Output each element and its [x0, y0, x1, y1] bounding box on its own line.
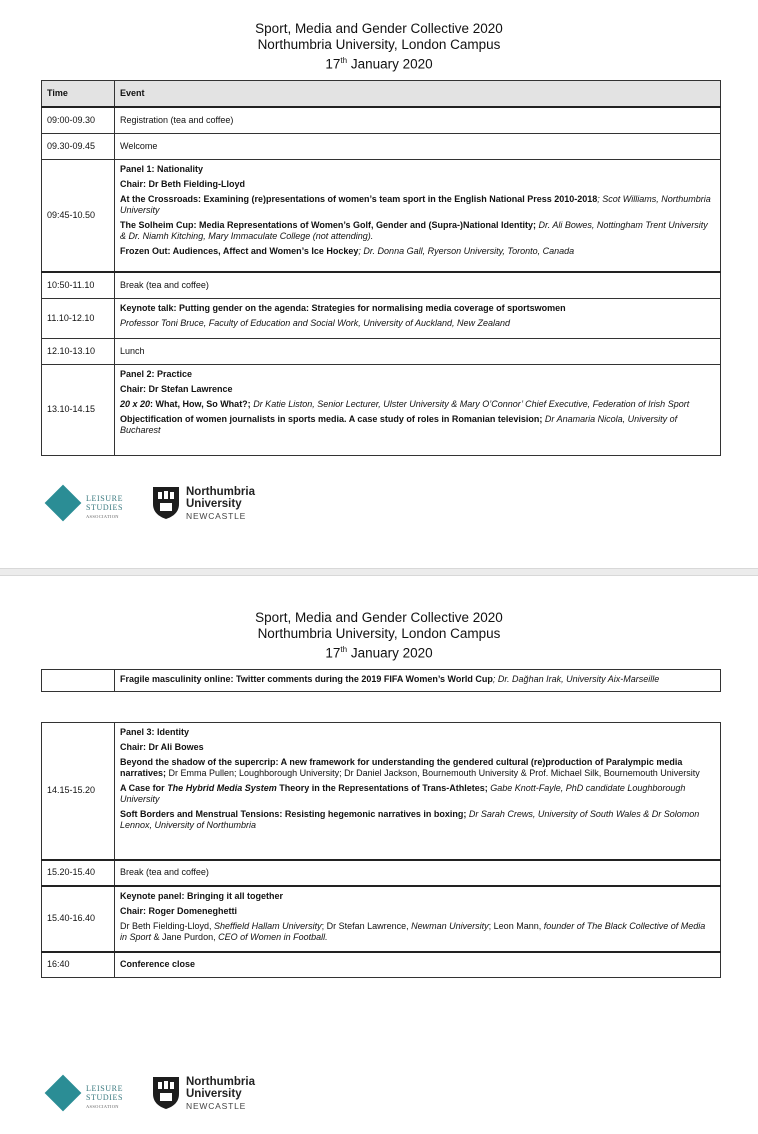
table-row — [42, 133, 721, 159]
row-event: Conference close — [115, 952, 721, 978]
row-event — [115, 364, 721, 455]
row-event: Registration (tea and coffee) — [115, 107, 721, 133]
page-header — [0, 0, 758, 73]
row-time: 13.10-14.15 — [42, 364, 115, 455]
talk-entry: 20 x 20: What, How, So What?; Dr Katie Liston, Senior Lecturer, Ulster University & Mary O’Connor’ Chief Executive, Federation of Irish Sport — [120, 398, 690, 409]
table-row — [42, 298, 721, 338]
table-row — [42, 338, 721, 364]
row-time: 09:00-09.30 — [42, 107, 115, 133]
talk-entry: Objectification of women journalists in sports media. A case study of roles in Romanian television; Dr Anamaria Nicola, University of Bucharest — [120, 413, 678, 435]
row-time: 12.10-13.10 — [42, 338, 115, 364]
talk-entry: At the Crossroads: Examining (re)presentations of women’s team sport in the English National Press 2010-2018; Scot Williams, Northumbria University — [120, 193, 711, 215]
row-event — [115, 670, 721, 692]
talk-entry: A Case for The Hybrid Media System Theory in the Representations of Trans-Athletes; Gabe Knott-Fayle, PhD candidate Loughborough University — [120, 783, 686, 804]
keynote-title: Keynote talk: Putting gender on the agenda: Strategies for normalising media coverage of sportswomen — [120, 302, 566, 313]
table-row — [42, 107, 721, 133]
table-row — [42, 886, 721, 952]
conference-title: Sport, Media and Gender Collective 2020 — [255, 21, 503, 36]
keynote-title: Keynote panel: Bringing it all together — [120, 890, 284, 901]
panel-chair: Chair: Roger Domeneghetti — [120, 905, 238, 916]
row-event — [115, 298, 721, 338]
conference-venue: Northumbria University, London Campus — [257, 37, 501, 52]
table-row — [42, 860, 721, 886]
row-time: 09:45-10.50 — [42, 159, 115, 272]
row-time: 14.15-15.20 — [42, 723, 115, 860]
schedule-table-continued — [41, 669, 721, 692]
footer-logos — [46, 1074, 306, 1122]
row-event: Lunch — [115, 338, 721, 364]
row-event — [115, 723, 721, 860]
row-event: Break (tea and coffee) — [115, 860, 721, 886]
keynote-speaker: Professor Toni Bruce, Faculty of Education and Social Work, University of Auckland, New Zealand — [120, 317, 511, 328]
row-time: 11.10-12.10 — [42, 298, 115, 338]
row-time: 16:40 — [42, 952, 115, 978]
panel-chair: Chair: Dr Beth Fielding-Lloyd — [120, 178, 245, 189]
panel-chair: Chair: Dr Stefan Lawrence — [120, 383, 233, 394]
conference-date: 17th January 2020 — [325, 645, 433, 661]
table-row — [42, 723, 721, 860]
panelists: Dr Beth Fielding-Lloyd, Sheffield Hallam University; Dr Stefan Lawrence, Newman University; Leon Mann, founder of The Black Collective of Media in Sport & Jane Purdon, CEO of Women in Football. — [120, 920, 706, 942]
row-time — [42, 670, 115, 692]
row-time: 10:50-11.10 — [42, 272, 115, 298]
row-event: Welcome — [115, 133, 721, 159]
university-crest-icon — [152, 486, 180, 520]
row-event: Break (tea and coffee) — [115, 272, 721, 298]
university-crest-icon — [152, 1076, 180, 1110]
row-time: 15.40-16.40 — [42, 886, 115, 952]
northumbria-university-logo: Northumbria University NEWCASTLE — [152, 1074, 292, 1118]
document-page-2 — [0, 576, 758, 1134]
talk-entry: Frozen Out: Audiences, Affect and Women’s Ice Hockey; Dr. Donna Gall, Ryerson University, Toronto, Canada — [120, 245, 575, 256]
talk-entry: The Solheim Cup: Media Representations of Women’s Golf, Gender and (Supra-)National Identity; Dr. Ali Bowes, Nottingham Trent University & Dr. Niamh Kitching, Mary Immaculate College (not attending). — [120, 219, 708, 241]
panel-title: Panel 2: Practice — [120, 368, 193, 379]
column-header-event: Event — [115, 81, 721, 108]
talk-entry: Beyond the shadow of the supercrip: A new framework for understanding the gendered cultural (re)production of Paralympic media narratives; Dr Emma Pullen; Loughborough University; Dr Daniel Jackson, Bournemouth University & Prof. Michael Silk, Bournemouth University — [120, 757, 700, 778]
row-time: 09.30-09.45 — [42, 133, 115, 159]
panel-title: Panel 3: Identity — [120, 727, 190, 737]
table-row — [42, 670, 721, 692]
table-row — [42, 159, 721, 272]
conference-venue: Northumbria University, London Campus — [257, 626, 501, 641]
row-event — [115, 159, 721, 272]
northumbria-university-logo: Northumbria University NEWCASTLE — [152, 484, 292, 528]
row-event — [115, 886, 721, 952]
lsa-diamond-icon — [45, 1075, 82, 1112]
schedule-table-afternoon — [41, 722, 721, 978]
lsa-diamond-icon — [45, 485, 82, 522]
leisure-studies-association-logo: LEISURE STUDIES ASSOCIATION — [46, 484, 126, 528]
row-time: 15.20-15.40 — [42, 860, 115, 886]
talk-entry: Soft Borders and Menstrual Tensions: Resisting hegemonic narratives in boxing; Dr Sarah Crews, University of South Wales & Dr Solomon Lennox, University of Northumbria — [120, 809, 700, 830]
table-row — [42, 364, 721, 455]
table-row — [42, 952, 721, 978]
table-header-row — [42, 81, 721, 108]
table-row — [42, 272, 721, 298]
page-separator — [0, 568, 758, 576]
schedule-table — [41, 80, 721, 456]
conference-title: Sport, Media and Gender Collective 2020 — [255, 610, 503, 625]
talk-entry: Fragile masculinity online: Twitter comments during the 2019 FIFA Women’s World Cup; Dr. Dağhan Irak, University Aix-Marseille — [120, 674, 660, 684]
page-header — [0, 576, 758, 662]
panel-title: Panel 1: Nationality — [120, 163, 204, 174]
conference-date: 17th January 2020 — [325, 56, 433, 72]
leisure-studies-association-logo: LEISURE STUDIES ASSOCIATION — [46, 1074, 126, 1118]
column-header-time: Time — [42, 81, 115, 108]
footer-logos — [46, 484, 306, 532]
panel-chair: Chair: Dr Ali Bowes — [120, 742, 204, 752]
